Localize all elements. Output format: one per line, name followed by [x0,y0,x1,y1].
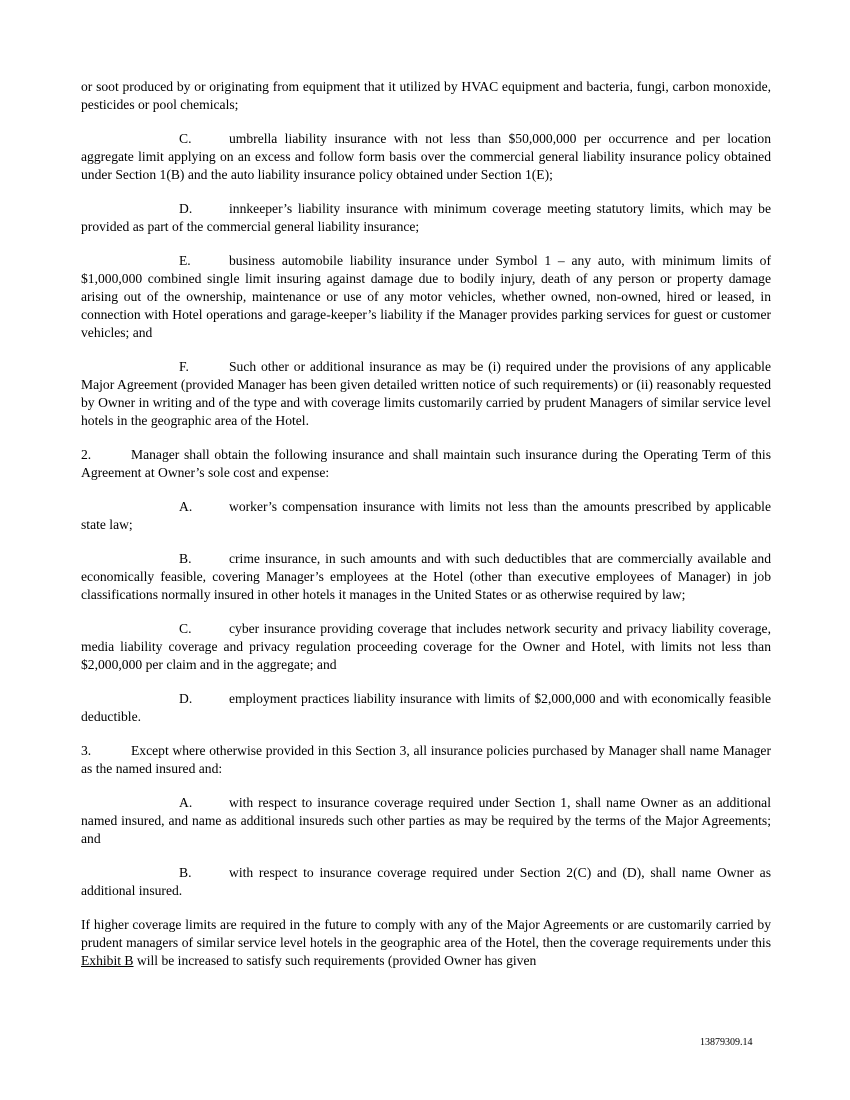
clause-2b [81,550,771,604]
closing-text-start: If higher coverage limits are required in the future to comply with any of the Major Agreements or are customarily carried by prudent managers of similar service level hotels in the geographic area of the Hotel, then the coverage requirements under this [81,917,771,950]
clause-number: E. [179,253,191,268]
clause-number: B. [179,865,192,880]
clause-text: umbrella liability insurance with not less than $50,000,000 per occurrence and per location aggregate limit applying on an excess and follow form basis over the commercial general liability insurance policy obtained under Section 1(B) and the auto liability insurance policy obtained under Section 1(E); [81,131,771,182]
clause-2a [81,498,771,534]
clause-number: C. [179,621,192,636]
clause-text: cyber insurance providing coverage that includes network security and privacy liability coverage, media liability coverage and privacy regulation proceeding coverage for the Owner and Hotel, with limits not less than $2,000,000 per claim and in the aggregate; and [81,621,771,672]
clause-3a [81,794,771,848]
clause-1c [81,130,771,184]
section-2 [81,446,771,482]
clause-text: innkeeper’s liability insurance with minimum coverage meeting statutory limits, which may be provided as part of the commercial general liability insurance; [81,201,771,234]
clause-text: Such other or additional insurance as may be (i) required under the provisions of any applicable Major Agreement (provided Manager has been given detailed written notice of such requirements) or (ii) reasonably requested by Owner in writing and of the type and with coverage limits customarily carried by prudent Managers of similar service level hotels in the geographic area of the Hotel. [81,359,771,428]
clause-1e [81,252,771,342]
exhibit-b-reference: Exhibit B [81,953,134,968]
section-text: Manager shall obtain the following insurance and shall maintain such insurance during the Operating Term of this Agreement at Owner’s sole cost and expense: [81,447,771,480]
section-number: 3. [81,743,92,758]
clause-text: crime insurance, in such amounts and with such deductibles that are commercially available and economically feasible, covering Manager’s employees at the Hotel (other than executive employees of Manager) in job classifications normally insured in other hotels it manages in the United States or as otherwise required by law; [81,551,771,602]
clause-1f [81,358,771,430]
clause-1d [81,200,771,236]
clause-text: worker’s compensation insurance with limits not less than the amounts prescribed by applicable state law; [81,499,771,532]
clause-number: C. [179,131,192,146]
clause-number: A. [179,795,193,810]
section-number: 2. [81,447,92,462]
section-3 [81,742,771,778]
clause-text: with respect to insurance coverage required under Section 2(C) and (D), shall name Owner as additional insured. [81,865,771,898]
document-id-footer: 13879309.14 [700,1037,753,1048]
clause-text: employment practices liability insurance with limits of $2,000,000 and with economically feasible deductible. [81,691,771,724]
clause-number: A. [179,499,193,514]
clause-2d [81,690,771,726]
document-body [81,78,771,970]
clause-text: with respect to insurance coverage required under Section 1, shall name Owner as an additional named insured, and name as additional insureds such other parties as may be required by the terms of the Major Agreements; and [81,795,771,846]
closing-text-end: will be increased to satisfy such requirements (provided Owner has given [133,953,537,968]
clause-2c [81,620,771,674]
clause-number: F. [179,359,189,374]
continuation-paragraph: or soot produced by or originating from equipment that it utilized by HVAC equipment and bacteria, fungi, carbon monoxide, pesticides or pool chemicals; [81,79,771,112]
clause-number: D. [179,201,193,216]
clause-3b [81,864,771,900]
closing-paragraph [81,916,771,970]
section-text: Except where otherwise provided in this Section 3, all insurance policies purchased by Manager shall name Manager as the named insured and: [81,743,771,776]
clause-text: business automobile liability insurance under Symbol 1 – any auto, with minimum limits of $1,000,000 combined single limit insuring against damage due to bodily injury, death of any person or property damage arising out of the ownership, maintenance or use of any motor vehicles, whether owned, non-owned, hired or leased, in connection with Hotel operations and garage-keeper’s liability if the Manager provides parking services for guest or customer vehicles; and [81,253,771,340]
clause-number: B. [179,551,192,566]
clause-number: D. [179,691,193,706]
